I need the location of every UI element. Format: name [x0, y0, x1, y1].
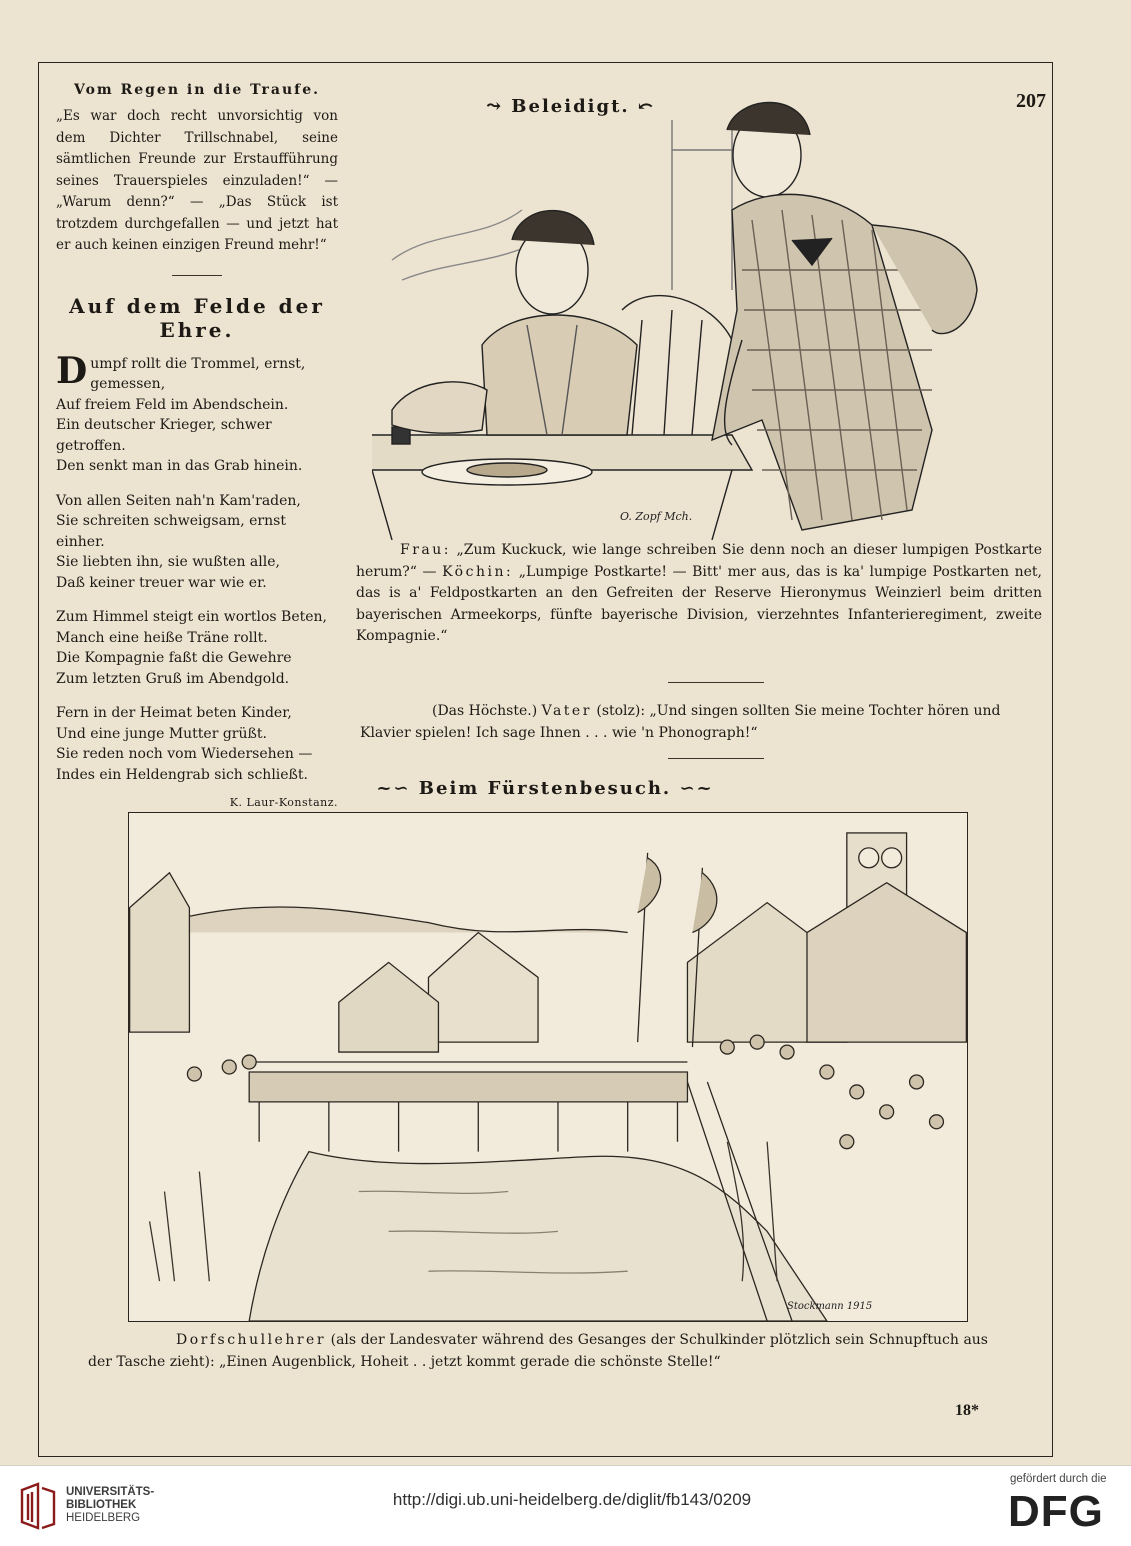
poem-line: Zum letzten Gruß im Abendgold.: [56, 670, 290, 687]
caption-speaker: Frau:: [400, 542, 451, 558]
caption-text: „Lumpige Postkarte! — Bitt' mer aus, das is ka' lumpige Postkarten net, das is a' Feldpostkarten an den Gefreiten der Reserve Hieronymus Weinzierl beim dritten bayerischen Armeekorps, fünfte bayerische Division, vierzehntes Infanterieregiment, zweite Kompagnie.“: [356, 563, 1043, 644]
poem-stanza: [56, 703, 338, 785]
section-divider: [172, 275, 222, 276]
poem-line: Indes ein Heldengrab sich schließt.: [56, 766, 308, 783]
poem-line: Und eine junge Mutter grüßt.: [56, 725, 267, 742]
dfg-logo: DFG: [1008, 1487, 1104, 1536]
poem-line: Manch eine heiße Träne rollt.: [56, 629, 268, 646]
caption-speaker: Köchin:: [442, 563, 514, 580]
poem-line: Den senkt man in das Grab hinein.: [56, 458, 303, 474]
cartoon2-illustration: [128, 812, 968, 1322]
joke-aside: (stolz):: [596, 703, 646, 719]
footer-bar: [0, 1465, 1131, 1546]
poem-line: Fern in der Heimat beten Kinder,: [56, 705, 292, 721]
anecdote-text: „Es war doch recht unvorsichtig von dem Dichter Trillschnabel, seine sämtlichen Freunde zur Erstaufführung seines Trauerspieles einzuladen!“ — „Warum denn?“ — „Das Stück ist trotzdem durchgefallen — und jetzt hat er auch keinen einzigen Freund mehr!“: [56, 108, 338, 253]
poem-stanza: [56, 607, 338, 689]
cartoon2-caption: [88, 1330, 988, 1373]
poem-line: Zum Himmel steigt ein wortlos Beten,: [56, 609, 327, 625]
ornament-left-icon: ⤳: [485, 96, 512, 117]
joke-das-hoechste: [360, 700, 1042, 744]
left-column: [56, 82, 338, 840]
cartoon1-illustration: [372, 90, 1022, 540]
funding-note: gefördert durch die: [1010, 1473, 1107, 1485]
poem-stanza: [56, 349, 338, 477]
university-library-logo-icon: [18, 1482, 58, 1530]
library-name: UNIVERSITÄTS- BIBLIOTHEK HEIDELBERG: [66, 1486, 155, 1524]
poem-line: Ein deutscher Krieger, schwer getroffen.: [56, 417, 272, 454]
poem-line: Sie liebten ihn, sie wußten alle,: [56, 554, 280, 570]
ornament-right-icon: ⤺: [629, 96, 656, 117]
caption-text: (als der Landesvater während des Gesanges der Schulkinder plötzlich sein Schnupftuch aus der Tasche zieht): „Einen Augenblick, Hoheit . . jetzt kommt gerade die schönste Stelle!“: [88, 1332, 988, 1370]
section-divider: [668, 758, 764, 759]
caption-speaker: Dorfschullehrer: [176, 1332, 327, 1348]
permalink-url[interactable]: http://digi.ub.uni-heidelberg.de/diglit/fb143/0209: [392, 1490, 752, 1509]
joke-text: „Und singen sollten Sie meine Tochter hören und Klavier spielen! Ich sage Ihnen . . . wie 'n Phonograph!“: [360, 703, 1001, 741]
poem-line: Sie schreiten schweigsam, ernst einher.: [56, 513, 286, 550]
cartoon2-title: ~∽ Beim Fürstenbesuch. ∽~: [376, 778, 714, 799]
poem-line: Die Kompagnie faßt die Gewehre: [56, 650, 292, 666]
caption-text: „Zum Kuckuck, wie lange schreiben Sie denn noch an dieser lumpigen Postkarte herum?“ —: [356, 542, 1043, 580]
joke-heading: (Das Höchste.): [432, 703, 538, 719]
cartoon1-title: ⤳ Beleidigt. ⤺: [485, 96, 656, 117]
poem-title: Auf dem Felde der Ehre.: [69, 293, 325, 342]
anecdote-title: Vom Regen in die Traufe.: [74, 82, 320, 98]
page-number: 207: [1016, 90, 1046, 112]
poem-line: Sie reden noch vom Wiedersehen —: [56, 746, 313, 762]
poem-line: Daß keiner treuer war wie er.: [56, 574, 267, 591]
poem-line: umpf rollt die Trommel, ernst, gemessen,: [90, 355, 306, 392]
poem-author: K. Laur-Konstanz.: [229, 796, 338, 809]
ornament-right-icon: ∽~: [671, 778, 714, 799]
cartoon1-caption: [356, 540, 1042, 648]
joke-speaker: Vater: [541, 703, 592, 719]
poem: [56, 349, 338, 841]
poem-line: Von allen Seiten nah'n Kam'raden,: [56, 492, 301, 509]
poem-dropcap: D: [56, 349, 88, 392]
section-divider: [668, 682, 764, 683]
ornament-left-icon: ~∽: [376, 778, 419, 799]
poem-line: Auf freiem Feld im Abendschein.: [56, 396, 289, 413]
cartoon2-signature: Stockmann 1915: [787, 1301, 873, 1313]
sheet-signature: 18*: [955, 1402, 979, 1419]
poem-stanza: [56, 491, 338, 594]
cartoon1-signature: O. Zopf Mch.: [620, 510, 693, 523]
